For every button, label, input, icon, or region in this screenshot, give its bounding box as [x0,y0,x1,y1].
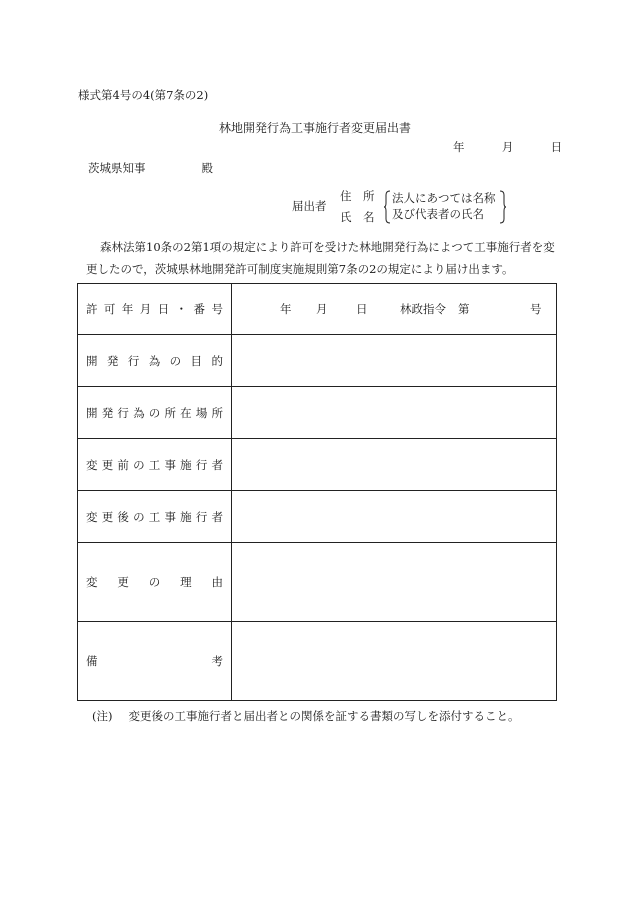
label-char: 号 [211,302,223,316]
label-char: 備 [86,654,98,668]
permit-month: 月 [316,302,328,316]
label-char: 番 [193,302,206,316]
permit-no-prefix: 第 [458,302,470,316]
label-char: 発 [106,353,119,368]
label-char: 施 [180,509,192,524]
brace-annotation [384,190,506,224]
date-year-label: 年 [453,140,465,154]
footnote [92,708,519,724]
applicant-label: 届出者 [292,199,327,213]
addressee-honorific: 殿 [201,161,213,175]
note-label: (注) [92,709,113,723]
table-row [78,284,557,335]
location-value-cell[interactable] [232,387,557,439]
new-contractor-value-cell[interactable] [232,491,557,543]
label-char: 考 [211,654,223,668]
label-char: 更 [101,457,114,472]
previous-contractor-value-cell[interactable] [232,439,557,491]
label-char: 由 [211,575,223,589]
form-table [77,283,557,701]
label-char: の [169,353,182,368]
date-month-label: 月 [501,140,514,154]
label-char: 開 [86,405,98,420]
body-text: 森林法第10条の2第1項の規定により許可を受けた林地開発行為によつて工事施行者を変更したので，茨城県林地開発許可制度実施規則第7条の2の規定により届け出ます。 [86,240,555,276]
table-row [78,491,557,543]
brace-line-2: 及び代表者の氏名 [392,207,484,221]
label-char: 工 [148,457,161,472]
label-char: 在 [180,405,192,420]
label-char: 理 [180,575,192,589]
label-char: 変 [86,457,98,472]
label-char: 事 [164,457,176,472]
permit-year: 年 [280,302,292,316]
label-char: 許 [86,302,98,316]
row-label-reason [78,543,232,622]
name-label: 氏 名 [340,210,375,224]
label-char: 行 [195,457,208,472]
label-char: 変 [86,509,98,524]
brace-line-1: 法人にあつては名称 [392,191,496,205]
table-row [78,622,557,701]
label-char: 日 [157,302,170,316]
permit-day: 日 [356,302,368,316]
document-title: 林地開発行為工事施行者変更届出書 [218,121,411,135]
label-char: 者 [211,457,223,472]
label-char: 工 [148,509,161,524]
table-row [78,387,557,439]
label-char: 後 [117,509,129,524]
label-char: の [148,405,161,420]
label-char: 更 [101,509,114,524]
addressee-name: 茨城県知事 [88,161,146,175]
label-char: 所 [211,405,223,420]
label-char: 変 [86,575,98,589]
label-char: 者 [211,509,223,524]
row-label-new-contractor [78,491,232,543]
row-label-permit [78,284,232,335]
label-char: の [133,457,145,472]
permit-office: 林政指令 [400,302,446,316]
label-char: 更 [117,575,129,589]
label-char: 為 [133,405,145,420]
label-char: 的 [211,353,223,368]
reason-value-cell[interactable] [232,543,557,622]
label-char: の [133,509,145,524]
permit-no-suffix: 号 [530,302,542,316]
date-line [453,139,562,155]
row-label-previous-contractor [78,439,232,491]
label-char: 為 [148,353,161,368]
date-day-label: 日 [550,140,563,154]
label-char: 所 [164,405,176,420]
row-label-purpose [78,335,232,387]
note-text: 変更後の工事施行者と届出者との関係を証する書類の写しを添付すること。 [128,709,520,723]
label-char: 可 [103,302,116,316]
label-char: 前 [117,457,129,472]
label-char: 場 [195,405,208,420]
label-char: 年 [121,302,134,316]
label-char: 目 [190,353,203,368]
label-char: ・ [175,302,188,316]
table-row [78,335,557,387]
label-char: 行 [117,405,129,420]
label-char: 施 [180,457,192,472]
table-row [78,439,557,491]
label-char: の [148,575,161,589]
addressee [88,160,213,176]
row-label-remarks [78,622,232,701]
table-row [78,543,557,622]
form-number: 様式第4号の4(第7条の2) [78,88,209,102]
label-char: 開 [86,353,98,368]
label-char: 事 [164,509,176,524]
remarks-value-cell[interactable] [232,622,557,701]
permit-value-cell[interactable] [232,284,557,335]
address-label: 住 所 [340,189,375,203]
purpose-value-cell[interactable] [232,335,557,387]
label-char: 行 [127,353,140,368]
label-char: 月 [139,302,152,316]
label-char: 行 [195,509,208,524]
label-char: 発 [101,405,114,420]
row-label-location [78,387,232,439]
